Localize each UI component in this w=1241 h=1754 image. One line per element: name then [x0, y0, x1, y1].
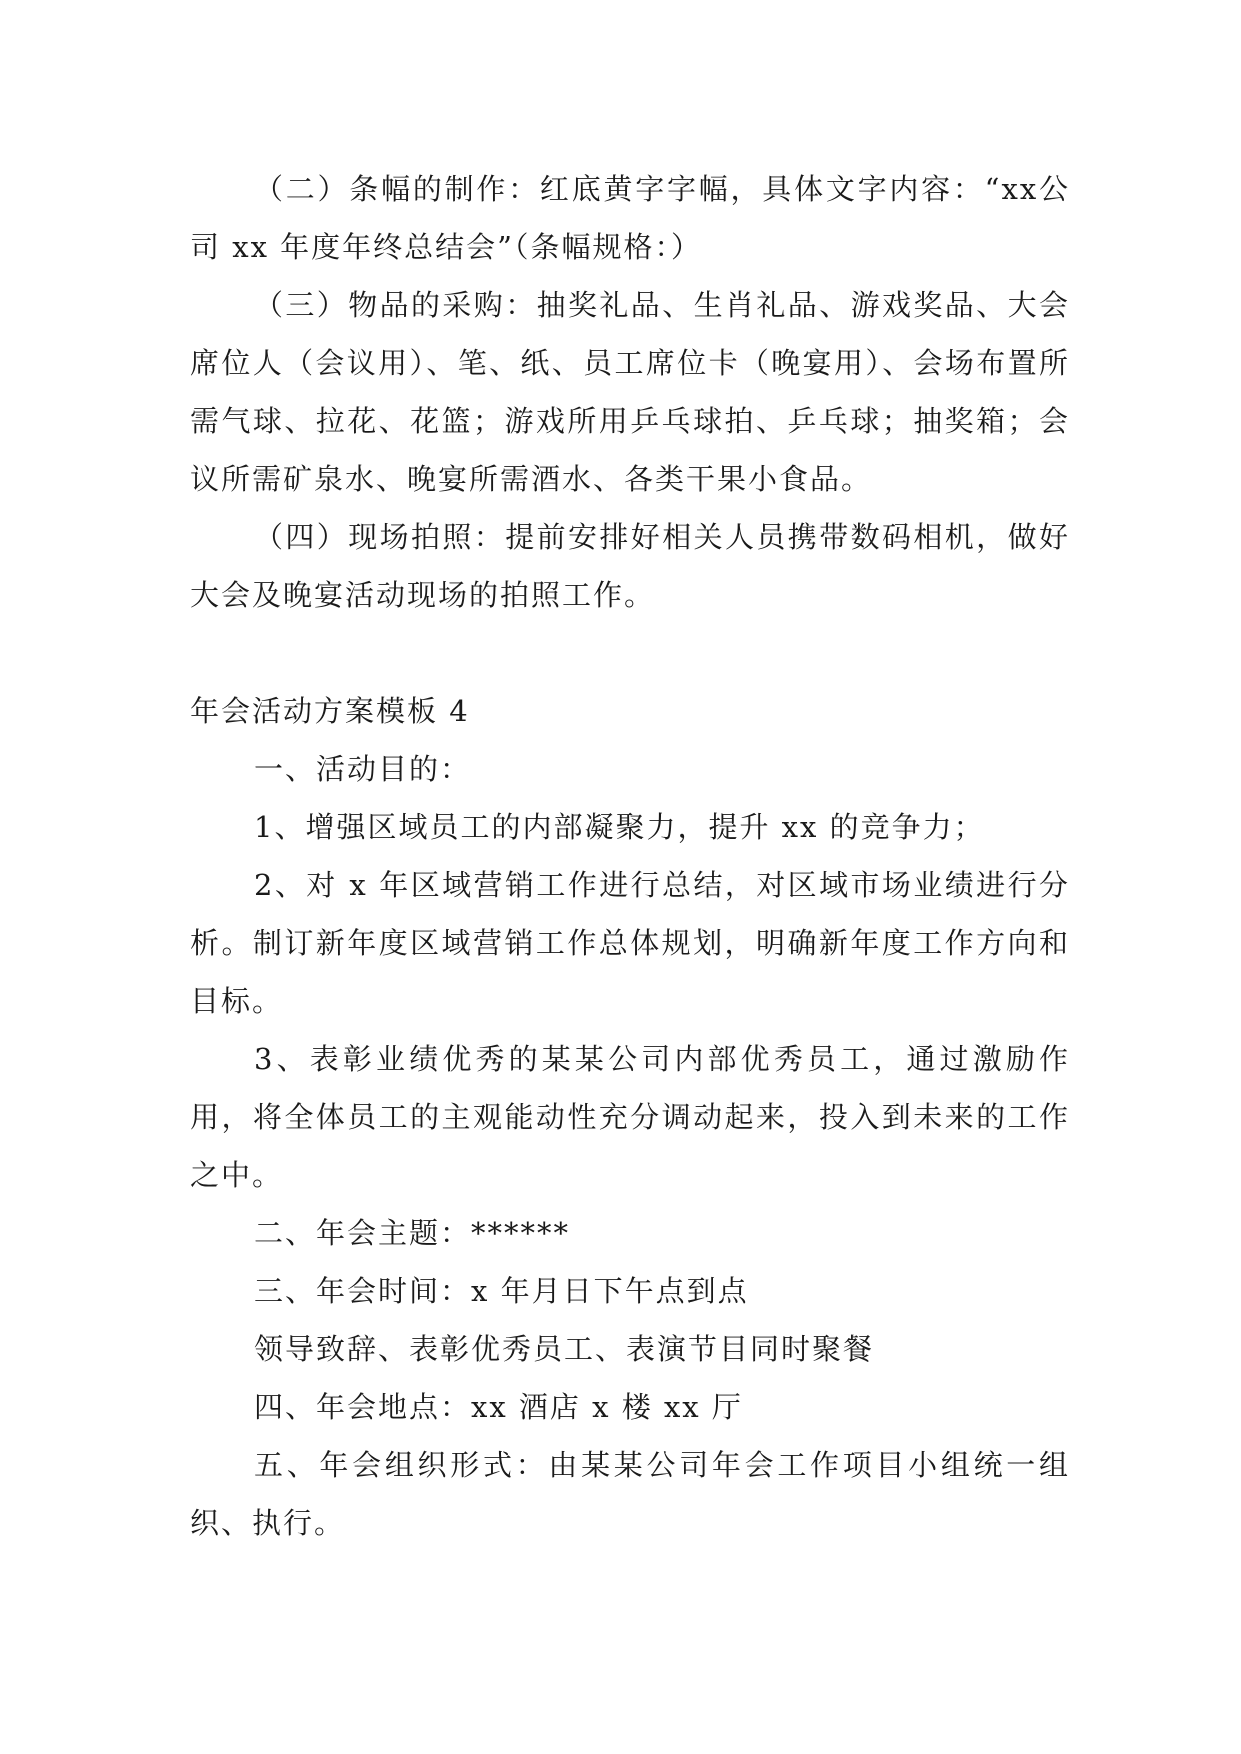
document-body — [190, 160, 1070, 1552]
paragraph-purpose-2: 2、对 x 年区域营销工作进行总结，对区域市场业绩进行分析。制订新年度区域营销工作总体规划，明确新年度工作方向和目标。 — [190, 868, 1070, 1018]
paragraph-purpose-3: 3、表彰业绩优秀的某某公司内部优秀员工，通过激励作用，将全体员工的主观能动性充分调动起来，投入到未来的工作之中。 — [190, 1042, 1070, 1192]
paragraph-agenda: 领导致辞、表彰优秀员工、表演节目同时聚餐 — [254, 1332, 875, 1366]
paragraph-purpose-heading: 一、活动目的： — [254, 752, 472, 786]
paragraph-photography: （四）现场拍照：提前安排好相关人员携带数码相机，做好大会及晚宴活动现场的拍照工作。 — [190, 520, 1070, 612]
section-title: 年会活动方案模板 4 — [190, 694, 470, 728]
paragraph-time: 三、年会时间：x 年月日下午点到点 — [254, 1274, 749, 1308]
paragraph-theme: 二、年会主题：****** — [254, 1216, 571, 1250]
paragraph-purchasing: （三）物品的采购：抽奖礼品、生肖礼品、游戏奖品、大会席位人（会议用）、笔、纸、员工席位卡（晚宴用）、会场布置所需气球、拉花、花篮；游戏所用乒乓球拍、乒乓球；抽奖箱；会议所需矿泉水、晚宴所需酒水、各类干果小食品。 — [190, 288, 1070, 496]
paragraph-purpose-1: 1、增强区域员工的内部凝聚力，提升 xx 的竞争力； — [254, 810, 985, 844]
paragraph-organization: 五、年会组织形式：由某某公司年会工作项目小组统一组织、执行。 — [190, 1448, 1070, 1540]
paragraph-venue: 四、年会地点：xx 酒店 x 楼 xx 厅 — [254, 1390, 743, 1424]
paragraph-banner: （二）条幅的制作：红底黄字字幅，具体文字内容：“xx公司 xx 年度年终总结会”（条幅规格：） — [190, 172, 1070, 264]
